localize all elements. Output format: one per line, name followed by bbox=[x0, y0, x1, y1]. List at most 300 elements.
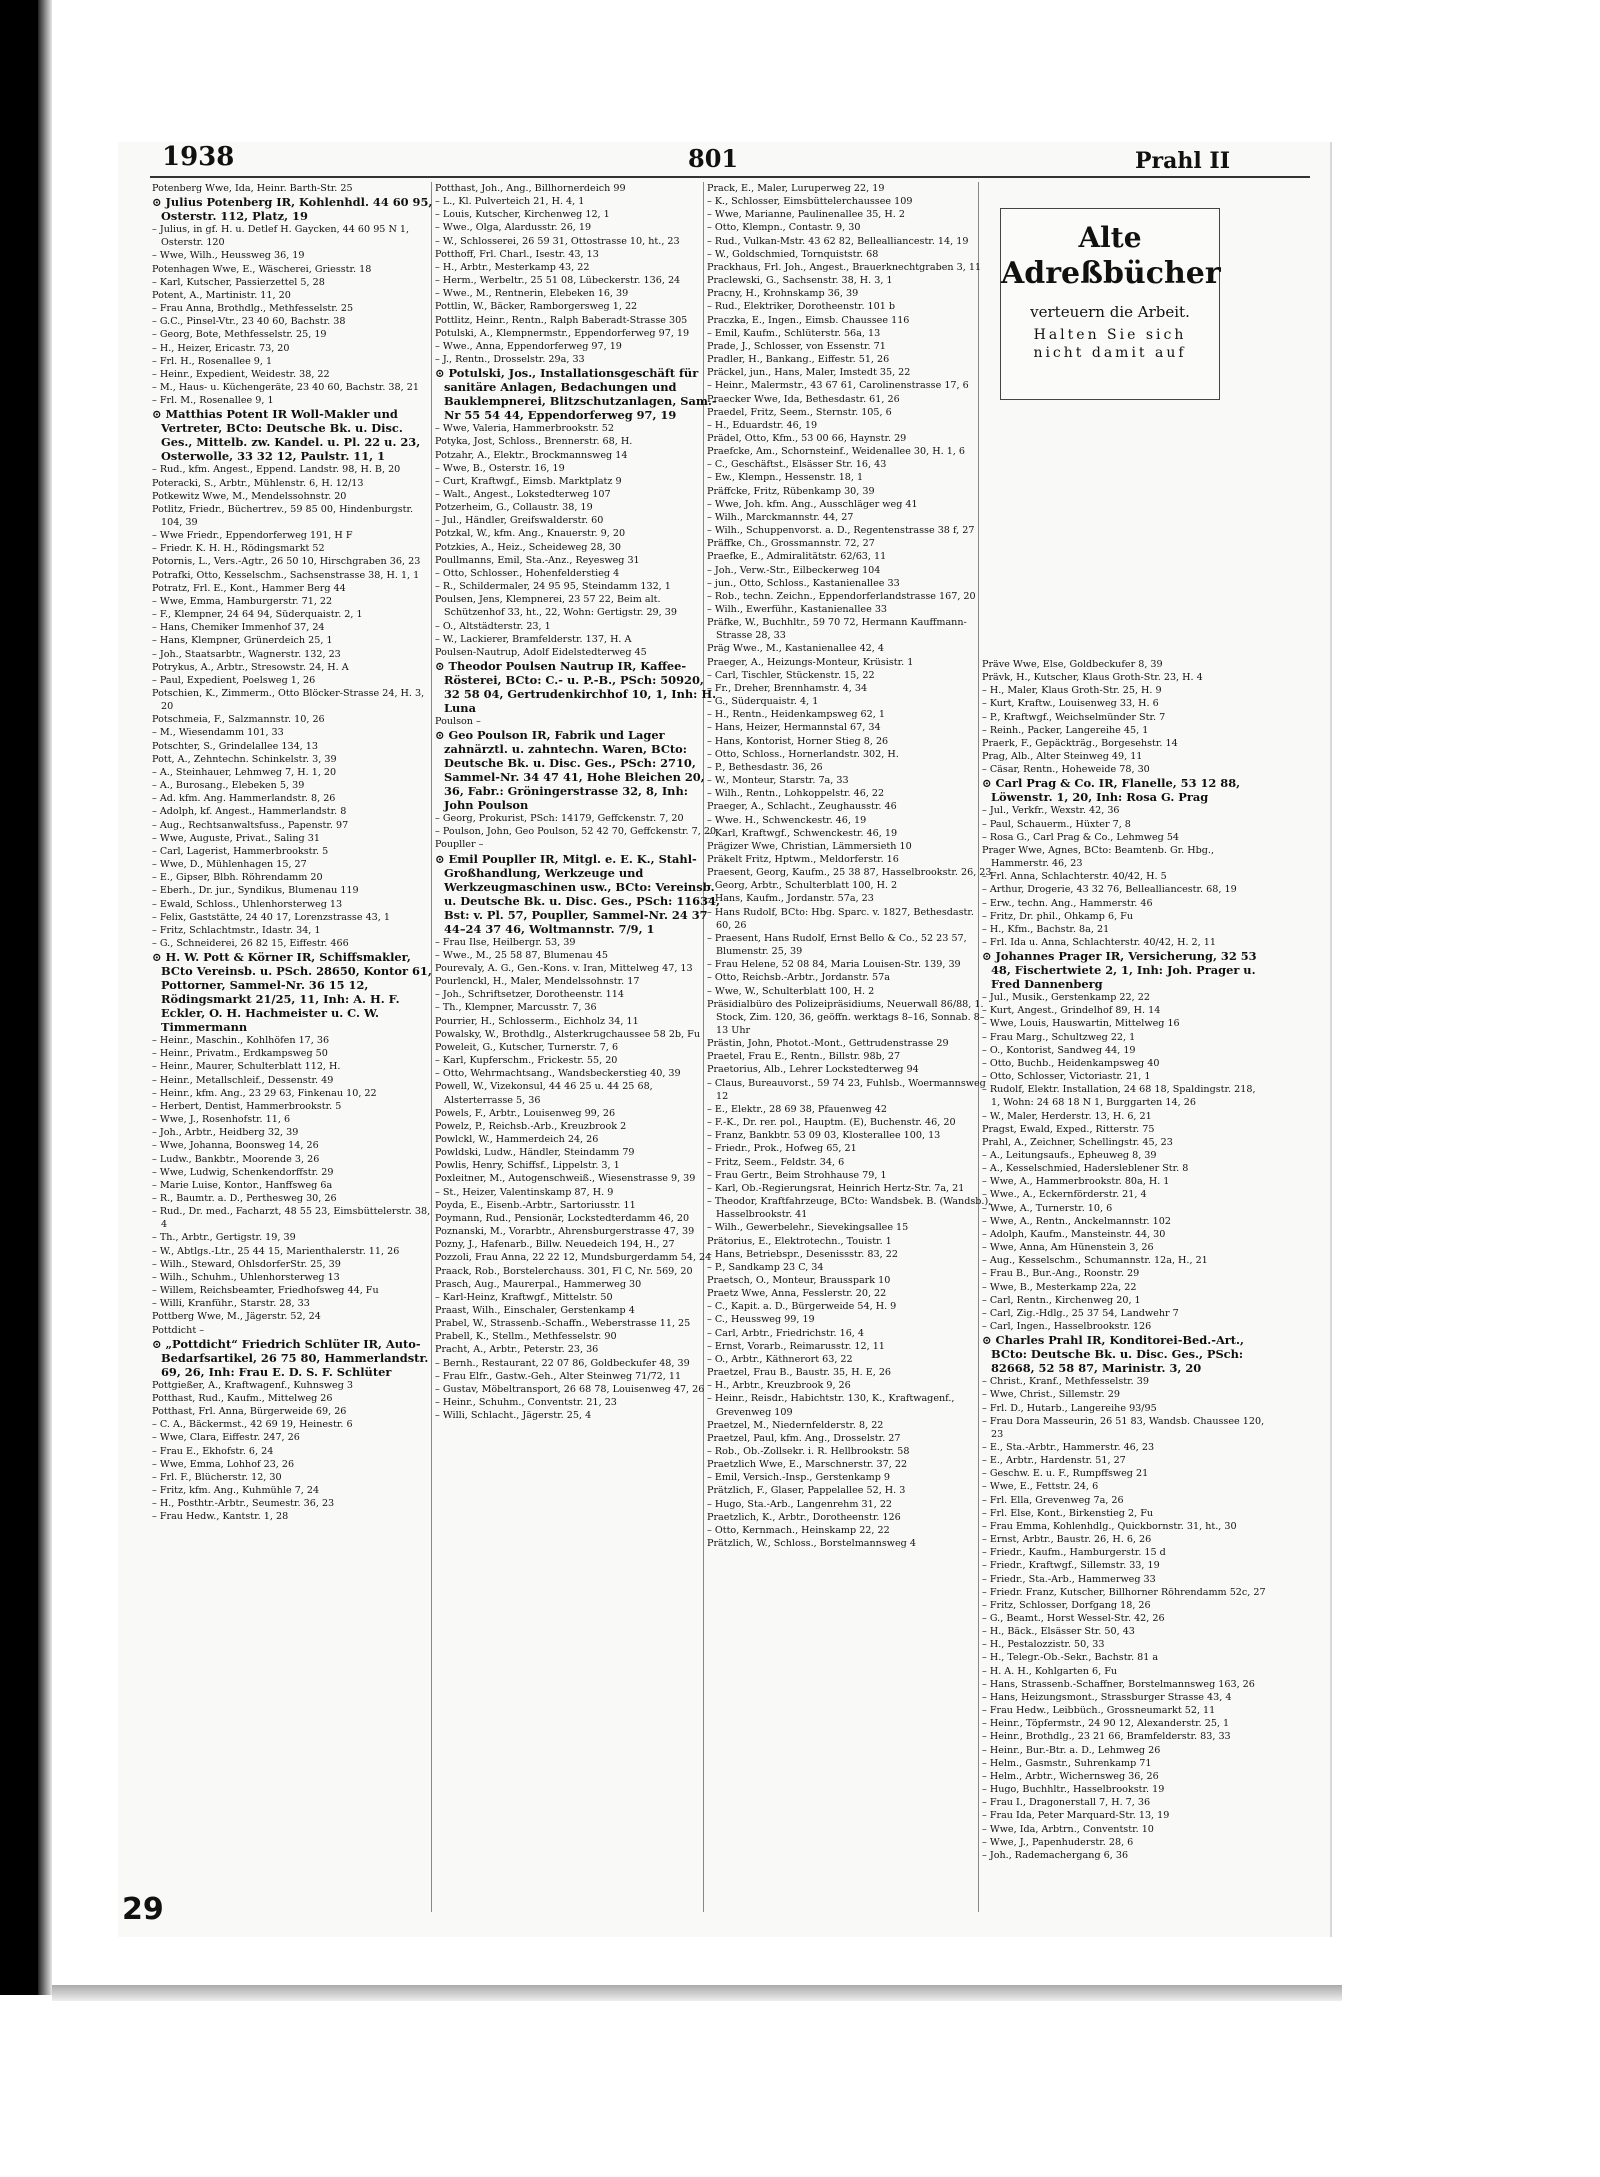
directory-entry: Prahl, A., Zeichner, Schellingstr. 45, 23 bbox=[982, 1136, 1173, 1148]
directory-entry: – Friedr. Franz, Kutscher, Billhorner Röhrendamm 52c, 27 bbox=[982, 1586, 1266, 1598]
directory-entry: Potschien, K., Zimmerm., Otto Blöcker-Strasse 24, H. 3, 20 bbox=[152, 688, 425, 713]
directory-entry: – Claus, Bureauvorst., 59 74 23, Fuhlsb., Woermannsweg 12 bbox=[707, 1077, 986, 1102]
directory-entry: – O., Altstädterstr. 23, 1 bbox=[435, 620, 551, 632]
directory-entry: – Hans, Heizungsmont., Strassburger Strasse 43, 4 bbox=[982, 1691, 1232, 1703]
directory-entry: Potulski, A., Klempnermstr., Eppendorferweg 97, 19 bbox=[435, 327, 690, 339]
directory-entry: Pracht, A., Arbtr., Peterstr. 23, 36 bbox=[435, 1344, 599, 1356]
directory-entry: – Bernh., Restaurant, 22 07 86, Goldbeckufer 48, 39 bbox=[435, 1357, 690, 1369]
directory-entry: – Rob., techn. Zeichn., Eppendorferlandstrasse 167, 20 bbox=[707, 590, 976, 602]
directory-entry: – G., Süderquaistr. 4, 1 bbox=[707, 696, 819, 708]
column-1 bbox=[152, 182, 437, 1523]
ad-line-5: nicht damit auf bbox=[1033, 345, 1187, 361]
directory-entry: – Wwe, Valeria, Hammerbrookstr. 52 bbox=[435, 423, 614, 435]
directory-entry: Präffcke, Fritz, Rübenkamp 30, 39 bbox=[707, 485, 875, 497]
directory-entry: Pottdicht – bbox=[152, 1324, 205, 1336]
directory-entry: – Frl. D., Hutarb., Langereihe 93/95 bbox=[982, 1402, 1157, 1414]
directory-entry: – P., Sandkamp 23 C, 34 bbox=[707, 1261, 824, 1273]
directory-entry: – R., Baumtr. a. D., Perthesweg 30, 26 bbox=[152, 1193, 337, 1204]
directory-entry: ⊙ Potulski, Jos., Installationsgeschäft für sanitäre Anlagen, Bedachungen und Bauklempnerei, Blitzschutzanlagen, Sam.-Nr 55 54 44, Eppendorferweg 97, 19 bbox=[435, 366, 717, 423]
directory-entry: Praetzel, M., Niedernfelderstr. 8, 22 bbox=[707, 1419, 884, 1431]
directory-entry: – Marie Luise, Kontor., Hanffsweg 6a bbox=[152, 1179, 333, 1191]
directory-entry: – Paul, Schauerm., Hüxter 7, 8 bbox=[982, 818, 1131, 830]
directory-entry: – Cäsar, Rentn., Hoheweide 78, 30 bbox=[982, 764, 1150, 776]
directory-entry: – Ludw., Bankbtr., Moorende 3, 26 bbox=[152, 1153, 320, 1165]
directory-entry: Poweleit, G., Kutscher, Turnerstr. 7, 6 bbox=[435, 1041, 619, 1053]
directory-entry: Prade, J., Schlosser, von Essenstr. 71 bbox=[707, 340, 886, 352]
directory-entry: – Frl. Else, Kont., Birkenstieg 2, Fu bbox=[982, 1507, 1154, 1519]
directory-entry: Potzkal, W., kfm. Ang., Knauerstr. 9, 20 bbox=[435, 528, 626, 540]
directory-entry: Poupller – bbox=[435, 839, 484, 851]
directory-entry: – Wwe, Ludwig, Schenkendorffstr. 29 bbox=[152, 1166, 334, 1178]
directory-entry: – Rud., Elektriker, Dorotheenstr. 101 b bbox=[707, 301, 896, 313]
directory-entry: Praesent, Georg, Kaufm., 25 38 87, Hasselbrookstr. 26, 23 bbox=[707, 867, 992, 879]
directory-entry: – Aug., Rechtsanwaltsfuss., Papenstr. 97 bbox=[152, 819, 349, 831]
directory-entry: Praetzel, Paul, kfm. Ang., Drosselstr. 27 bbox=[707, 1432, 901, 1444]
directory-entry: – C., Geschäftst., Elsässer Str. 16, 43 bbox=[707, 459, 887, 471]
directory-entry: – Frau E., Ekhofstr. 6, 24 bbox=[152, 1445, 274, 1457]
directory-entry: – Frau Dora Masseurin, 26 51 83, Wandsb. Chaussee 120, 23 bbox=[982, 1415, 1265, 1440]
directory-entry: – Wwe, D., Mühlenhagen 15, 27 bbox=[152, 859, 307, 871]
directory-entry: – W., Abtlgs.-Ltr., 25 44 15, Marienthalerstr. 11, 26 bbox=[152, 1245, 400, 1257]
directory-entry: – Hans, Kaufm., Jordanstr. 57a, 23 bbox=[707, 893, 874, 905]
directory-entry: Potyka, Jost, Schloss., Brennerstr. 68, H. bbox=[435, 436, 633, 448]
ad-line-2: Adreßbücher bbox=[1001, 256, 1221, 291]
directory-entry: – Herm., Werbeltr., 25 51 08, Lübeckerstr. 136, 24 bbox=[435, 275, 681, 287]
directory-entry: – Heinr., Malermstr., 43 67 61, Carolinenstrasse 17, 6 bbox=[707, 380, 969, 392]
directory-entry: Praetzlich Wwe, E., Marschnerstr. 37, 22 bbox=[707, 1459, 908, 1471]
directory-entry: – Fr., Dreher, Brennhamstr. 4, 34 bbox=[707, 682, 868, 694]
directory-entry: – G., Schneiderei, 26 82 15, Eiffestr. 466 bbox=[152, 937, 349, 949]
directory-entry: Potzerheim, G., Collaustr. 38, 19 bbox=[435, 502, 593, 514]
directory-entry: Potthast, Rud., Kaufm., Mittelweg 26 bbox=[152, 1392, 333, 1404]
directory-entry: – Adolph, Kaufm., Mansteinstr. 44, 30 bbox=[982, 1228, 1166, 1240]
directory-entry: – Carl, Tischler, Stückenstr. 15, 22 bbox=[707, 669, 875, 681]
directory-entry: – Carl, Zig.-Hdlg., 25 37 54, Landwehr 7 bbox=[982, 1307, 1179, 1319]
directory-entry: Powlckl, W., Hammerdeich 24, 26 bbox=[435, 1133, 599, 1145]
directory-entry: – Julius, in gf. H. u. Detlef H. Gaycken, 44 60 95 N 1, Osterstr. 120 bbox=[152, 224, 410, 249]
directory-entry: – H., Rentn., Heidenkampsweg 62, 1 bbox=[707, 709, 885, 721]
directory-entry: – Joh., Rademachergang 6, 36 bbox=[982, 1849, 1129, 1861]
directory-entry: Pott, A., Zehntechn. Schinkelstr. 3, 39 bbox=[152, 753, 337, 765]
directory-entry: Pozny, J., Hafenarb., Billw. Neuedeich 194, H., 27 bbox=[435, 1239, 675, 1251]
directory-entry: – M., Haus- u. Küchengeräte, 23 40 60, Bachstr. 38, 21 bbox=[152, 382, 419, 394]
directory-entry: Pracny, H., Krohnskamp 36, 39 bbox=[707, 288, 859, 300]
directory-entry: – A., Burosang., Elebeken 5, 39 bbox=[152, 780, 305, 792]
directory-entry: – Helm., Arbtr., Wichernsweg 36, 26 bbox=[982, 1770, 1159, 1782]
directory-entry: – Wilh., Schuhm., Uhlenhorsterweg 13 bbox=[152, 1271, 340, 1283]
directory-entry: – Otto, Reichsb.-Arbtr., Jordanstr. 57a bbox=[707, 972, 890, 984]
directory-entry: – Frl. Ella, Grevenweg 7a, 26 bbox=[982, 1494, 1124, 1506]
directory-entry: Präfke, W., Buchhltr., 59 70 72, Hermann Kauffmann-Strasse 28, 33 bbox=[707, 617, 967, 642]
directory-entry: – A., Steinhauer, Lehmweg 7, H. 1, 20 bbox=[152, 766, 337, 778]
directory-entry: – C., Kapit. a. D., Bürgerweide 54, H. 9 bbox=[707, 1301, 897, 1313]
directory-entry: Powalsky, W., Brothdlg., Alsterkrugchaussee 58 2b, Fu bbox=[435, 1028, 700, 1040]
directory-entry: Potenberg Wwe, Ida, Heinr. Barth-Str. 25 bbox=[152, 183, 353, 194]
directory-entry: – H. A. H., Kohlgarten 6, Fu bbox=[982, 1665, 1118, 1677]
directory-entry: – Adolph, kf. Angest., Hammerlandstr. 8 bbox=[152, 806, 347, 818]
directory-entry: – Otto, Klempn., Contastr. 9, 30 bbox=[707, 222, 861, 234]
directory-entry: – Wwe, Joh. kfm. Ang., Ausschläger weg 41 bbox=[707, 498, 918, 510]
directory-entry: Präve Wwe, Else, Goldbeckufer 8, 39 bbox=[982, 659, 1163, 670]
directory-entry: Potratz, Frl. E., Kont., Hammer Berg 44 bbox=[152, 582, 346, 594]
directory-entry: – Frau Hedw., Kantstr. 1, 28 bbox=[152, 1511, 289, 1523]
directory-entry: – Heinr., Brothdlg., 23 21 66, Bramfelderstr. 83, 33 bbox=[982, 1731, 1231, 1743]
year-label: 1938 bbox=[162, 142, 235, 172]
directory-entry: – J., Rentn., Drosselstr. 29a, 33 bbox=[435, 354, 585, 366]
directory-entry: – G., Beamt., Horst Wessel-Str. 42, 26 bbox=[982, 1613, 1165, 1624]
directory-entry: – Jul., Händler, Greifswalderstr. 60 bbox=[435, 515, 604, 527]
directory-entry: – Hans, Kontorist, Horner Stieg 8, 26 bbox=[707, 735, 889, 747]
directory-entry: – H., Maler, Klaus Groth-Str. 25, H. 9 bbox=[982, 685, 1162, 697]
directory-entry: – Rud., Vulkan-Mstr. 43 62 82, Bellealliancestr. 14, 19 bbox=[707, 235, 969, 247]
directory-entry: Präsidialbüro des Polizeipräsidiums, Neuerwall 86/88, 1. Stock, Zim. 120, 36, geöffn. werktags 8–16, Sonnab. 8–13 Uhr bbox=[707, 998, 985, 1036]
directory-entry: – Wilh., Marckmannstr. 44, 27 bbox=[707, 511, 854, 523]
directory-entry: – Wwe., M., Rentnerin, Elebeken 16, 39 bbox=[435, 288, 629, 300]
directory-entry: – Fritz, Dr. phil., Ohkamp 6, Fu bbox=[982, 910, 1133, 922]
directory-entry: – A., Kesselschmied, Hadersleblener Str. 8 bbox=[982, 1163, 1189, 1175]
directory-entry: – Wwe, A., Hammerbrookstr. 80a, H. 1 bbox=[982, 1176, 1170, 1188]
directory-entry: – Frau Ilse, Heilbergr. 53, 39 bbox=[435, 936, 576, 948]
directory-entry: – Friedr., Sta.-Arb., Hammerweg 33 bbox=[982, 1573, 1156, 1585]
ad-line-4: Halten Sie sich bbox=[1033, 327, 1187, 343]
directory-entry: – Arthur, Drogerie, 43 32 76, Bellealliancestr. 68, 19 bbox=[982, 884, 1237, 896]
directory-entry: Prästin, John, Photot.-Mont., Gettrudenstrasse 29 bbox=[707, 1038, 949, 1050]
directory-entry: Praetorius, Alb., Lehrer Lockstedterweg 94 bbox=[707, 1064, 919, 1076]
directory-entry: Pourrier, H., Schlosserm., Eichholz 34, 11 bbox=[435, 1015, 639, 1027]
directory-entry: Powlis, Henry, Schiffsf., Lippelstr. 3, 1 bbox=[435, 1160, 620, 1172]
directory-entry: – Ernst, Arbtr., Baustr. 26, H. 6, 26 bbox=[982, 1534, 1152, 1546]
directory-entry: – Wwe, Johanna, Boonsweg 14, 26 bbox=[152, 1140, 319, 1152]
directory-entry: – Willi, Kranführ., Starstr. 28, 33 bbox=[152, 1298, 310, 1310]
directory-entry: – Joh., Schriftsetzer, Dorotheenstr. 114 bbox=[435, 989, 624, 1001]
directory-entry: – W., Goldschmied, Tornquiststr. 68 bbox=[707, 248, 879, 260]
directory-entry: – Otto, Wehrmachtsang., Wandsbeckerstieg 40, 39 bbox=[435, 1068, 681, 1080]
directory-entry: – A., Leitungsaufs., Epheuweg 8, 39 bbox=[982, 1150, 1157, 1161]
directory-entry: – Wilh., Schuppenvorst. a. D., Regentenstrasse 38 f, 27 bbox=[707, 525, 975, 537]
directory-entry: Pozzoli, Frau Anna, 22 22 12, Mundsburgerdamm 54, 24 bbox=[435, 1252, 712, 1264]
book-gutter bbox=[0, 0, 38, 1995]
directory-entry: – Karl, Kraftwgf., Schwenckestr. 46, 19 bbox=[707, 827, 898, 839]
directory-entry: – Frau I., Dragonerstall 7, H. 7, 36 bbox=[982, 1797, 1151, 1809]
directory-entry: – Friedr., Kraftwgf., Sillemstr. 33, 19 bbox=[982, 1560, 1160, 1572]
directory-entry: – Wwe, B., Mesterkamp 22a, 22 bbox=[982, 1281, 1137, 1293]
directory-entry: – H., Posthtr.-Arbtr., Seumestr. 36, 23 bbox=[152, 1498, 335, 1510]
directory-entry: Praedel, Fritz, Seem., Sternstr. 105, 6 bbox=[707, 406, 892, 418]
directory-entry: – Reinh., Packer, Langereihe 45, 1 bbox=[982, 724, 1149, 736]
directory-entry: Praclewski, G., Sachsenstr. 38, H. 3, 1 bbox=[707, 275, 893, 287]
directory-entry: – Wwe. H., Schwenckestr. 46, 19 bbox=[707, 814, 867, 826]
directory-entry: ⊙ Emil Poupller IR, Mitgl. e. E. K., Stahl-Großhandlung, Werkzeuge und Werkzeugmaschinen usw., BCto: Vereinsb. u. Deutsche Bk. u. Disc. Ges., PSch: 11634, Bst: v. Pl. 57, Poupller, Sammel-Nr. 24 37 44–24 37 46, Woltmannstr. 7/9, 1 bbox=[435, 851, 720, 936]
directory-entry: – Wwe, A., Turnerstr. 10, 6 bbox=[982, 1202, 1113, 1214]
ad-line-1: Alte bbox=[1078, 221, 1142, 254]
directory-entry: – Rob., Ob.-Zollsekr. i. R. Hellbrookstr. 58 bbox=[707, 1446, 910, 1457]
directory-entry: – M., Wiesendamm 101, 33 bbox=[152, 727, 284, 739]
directory-entry: – Hans, Betriebspr., Desenissstr. 83, 22 bbox=[707, 1248, 898, 1260]
directory-entry: Prägizer Wwe, Christian, Lämmersieth 10 bbox=[707, 840, 912, 852]
directory-entry: – Willem, Reichsbeamter, Friedhofsweg 44, Fu bbox=[152, 1285, 379, 1297]
directory-entry: – Wwe, B., Osterstr. 16, 19 bbox=[435, 462, 565, 474]
directory-entry: – Carl, Arbtr., Friedrichstr. 16, 4 bbox=[707, 1327, 865, 1339]
directory-entry: Potschter, S., Grindelallee 134, 13 bbox=[152, 740, 318, 752]
column-2 bbox=[435, 182, 720, 1422]
directory-entry: – Wilh., Steward, OhlsdorferStr. 25, 39 bbox=[152, 1258, 341, 1270]
directory-entry: – Willi, Schlacht., Jägerstr. 25, 4 bbox=[435, 1410, 592, 1422]
directory-entry: – H., Pestalozzistr. 50, 33 bbox=[982, 1639, 1105, 1651]
directory-entry: Potent, A., Martinistr. 11, 20 bbox=[152, 289, 291, 301]
directory-entry: Praetzel, Frau B., Baustr. 35, H. E, 26 bbox=[707, 1367, 892, 1379]
directory-entry: – Rud., Dr. med., Facharzt, 48 55 23, Eimsbüttelerstr. 38, 4 bbox=[152, 1206, 431, 1231]
directory-entry: Präg Wwe., M., Kastanienallee 42, 4 bbox=[707, 643, 884, 655]
directory-entry: Potrykus, A., Arbtr., Stresowstr. 24, H. A bbox=[152, 661, 349, 673]
directory-entry: Potschmeia, F., Salzmannstr. 10, 26 bbox=[152, 714, 325, 726]
directory-entry: Prävk, H., Kutscher, Klaus Groth-Str. 23, H. 4 bbox=[982, 672, 1203, 684]
directory-entry: – Wwe, Auguste, Privat., Saling 31 bbox=[152, 832, 320, 844]
directory-entry: – Wilh., Gewerbelehr., Sievekingsallee 15 bbox=[707, 1222, 909, 1234]
directory-entry: – Wwe, E., Fettstr. 24, 6 bbox=[982, 1481, 1099, 1493]
directory-entry: – Hugo, Sta.-Arb., Langenrehm 31, 22 bbox=[707, 1498, 893, 1510]
directory-entry: – Otto, Buchb., Heidenkampsweg 40 bbox=[982, 1057, 1160, 1069]
directory-entry: Pottlitz, Heinr., Rentn., Ralph Baberadt-Strasse 305 bbox=[435, 314, 688, 326]
directory-entry: ⊙ Geo Poulson IR, Fabrik und Lager zahnärztl. u. zahntechn. Waren, BCto: Deutsche Bk. u. Disc. Ges., PSch: 2710, Sammel-Nr. 34 47 41, Hohe Bleichen 20, 36, Fabr.: Gröningerstrasse 32, 8, Inh: John Poulson bbox=[435, 728, 705, 813]
directory-entry: – Rosa G., Carl Prag & Co., Lehmweg 54 bbox=[982, 831, 1180, 843]
directory-entry: – Heinr., Privatm., Erdkampsweg 50 bbox=[152, 1048, 328, 1060]
directory-entry: – F.-K., Dr. rer. pol., Hauptm. (E), Buchenstr. 46, 20 bbox=[707, 1117, 956, 1129]
directory-entry: – R., Schildermaler, 24 95 95, Steindamm 132, 1 bbox=[435, 581, 671, 593]
directory-entry: Praefcke, Am., Schornsteinf., Weidenallee 30, H. 1, 6 bbox=[707, 446, 966, 458]
directory-entry: – Fritz, kfm. Ang., Kuhmühle 7, 24 bbox=[152, 1484, 320, 1496]
directory-entry: – Joh., Staatsarbtr., Wagnerstr. 132, 23 bbox=[152, 648, 341, 660]
directory-entry: Poulsen-Nautrup, Adolf Eidelstedterweg 45 bbox=[435, 646, 647, 658]
directory-entry: – Friedr., Kaufm., Hamburgerstr. 15 d bbox=[982, 1547, 1166, 1559]
directory-entry: Praecker Wwe, Ida, Bethesdastr. 61, 26 bbox=[707, 393, 900, 405]
directory-entry: – Wwe, Emma, Hamburgerstr. 71, 22 bbox=[152, 595, 333, 607]
directory-entry: ⊙ Johannes Prager IR, Versicherung, 32 53 48, Fischertwiete 2, 1, Inh: Joh. Prager u. Fred Dannenberg bbox=[982, 949, 1257, 992]
directory-entry: Powels, F., Arbtr., Louisenweg 99, 26 bbox=[435, 1107, 616, 1119]
directory-entry: Pourevaly, A. G., Gen.-Kons. v. Iran, Mittelweg 47, 13 bbox=[435, 962, 693, 974]
directory-entry: – Heinr., Reisdr., Habichtstr. 130, K., Kraftwagenf., Grevenweg 109 bbox=[707, 1393, 955, 1418]
page-edge bbox=[52, 1985, 1342, 2001]
directory-entry: – Otto, Schlosser, Victoriastr. 21, 1 bbox=[982, 1071, 1151, 1083]
directory-entry: – Frau Gertr., Beim Strohhause 79, 1 bbox=[707, 1169, 887, 1181]
directory-entry: – Curt, Kraftwgf., Eimsb. Marktplatz 9 bbox=[435, 475, 622, 487]
directory-entry: – H., Eduardstr. 46, 19 bbox=[707, 419, 818, 431]
directory-entry: – Ad. kfm. Ang. Hammerlandstr. 8, 26 bbox=[152, 793, 336, 805]
directory-entry: Präckel, jun., Hans, Maler, Imstedt 35, 22 bbox=[707, 367, 911, 379]
directory-entry: ⊙ Charles Prahl IR, Konditorei-Bed.-Art., BCto: Deutsche Bk. u. Disc. Ges., PSch: 82668, 52 58 87, Marinistr. 3, 20 bbox=[982, 1333, 1244, 1376]
directory-entry: – O., Kontorist, Sandweg 44, 19 bbox=[982, 1044, 1136, 1056]
directory-entry: – Frl. F., Blücherstr. 12, 30 bbox=[152, 1471, 282, 1483]
directory-entry: – Heinr., Maschin., Kohlhöfen 17, 36 bbox=[152, 1035, 330, 1047]
directory-entry: – Otto, Kernmach., Heinskamp 22, 22 bbox=[707, 1524, 890, 1536]
directory-entry: – Frl. Ida u. Anna, Schlachterstr. 40/42, H. 2, 11 bbox=[982, 936, 1216, 948]
directory-entry: Praetzlich, K., Arbtr., Dorotheenstr. 126 bbox=[707, 1511, 901, 1523]
directory-entry: – Wilh., Ewerführ., Kastanienallee 33 bbox=[707, 604, 888, 615]
directory-entry: – Frau Elfr., Gastw.-Geh., Alter Steinweg 71/72, 11 bbox=[435, 1370, 682, 1382]
directory-entry: – Frau Marg., Schultzweg 22, 1 bbox=[982, 1031, 1136, 1043]
directory-entry: Prädel, Otto, Kfm., 53 00 66, Haynstr. 29 bbox=[707, 432, 907, 444]
sheet-number: 29 bbox=[122, 1892, 164, 1927]
column-3 bbox=[707, 182, 992, 1550]
directory-entry: – Otto, Schloss., Hornerlandstr. 302, H. bbox=[707, 748, 899, 760]
directory-entry: Potrafki, Otto, Kesselschm., Sachsenstrasse 38, H. 1, 1 bbox=[152, 569, 420, 581]
directory-entry: – L., Kl. Pulverteich 21, H. 4, 1 bbox=[435, 196, 585, 208]
directory-entry: – Fritz, Schlachtmstr., Idastr. 34, 1 bbox=[152, 924, 321, 936]
directory-entry: – P., Kraftwgf., Weichselmünder Str. 7 bbox=[982, 711, 1166, 723]
directory-entry: – Geschw. E. u. F., Rumpffsweg 21 bbox=[982, 1468, 1149, 1480]
directory-entry: – Carl, Rentn., Kirchenweg 20, 1 bbox=[982, 1294, 1141, 1306]
directory-entry: Präkelt Fritz, Hptwm., Meldorferstr. 16 bbox=[707, 853, 899, 865]
directory-entry: Poullmanns, Emil, Sta.-Anz., Reyesweg 31 bbox=[435, 554, 640, 566]
directory-entry: Powldski, Ludw., Händler, Steindamm 79 bbox=[435, 1147, 635, 1159]
directory-entry: Poteracki, S., Arbtr., Mühlenstr. 6, H. 12/13 bbox=[152, 477, 364, 489]
directory-entry: – Frau Helene, 52 08 84, Maria Louisen-Str. 139, 39 bbox=[707, 959, 961, 971]
directory-entry: – O., Arbtr., Käthnerort 63, 22 bbox=[707, 1353, 853, 1365]
directory-entry: – Wwe., A., Eckernförderstr. 21, 4 bbox=[982, 1189, 1147, 1201]
directory-entry: Poulson – bbox=[435, 716, 481, 727]
directory-entry: – Wwe, Louis, Hauswartin, Mittelweg 16 bbox=[982, 1018, 1180, 1030]
directory-entry: – Gustav, Möbeltransport, 26 68 78, Louisenweg 47, 26 bbox=[435, 1383, 705, 1395]
directory-entry: Praast, Wilh., Einschaler, Gerstenkamp 4 bbox=[435, 1305, 635, 1316]
directory-entry: Prabel, W., Strassenb.-Schaffn., Weberstrasse 11, 25 bbox=[435, 1318, 691, 1330]
directory-entry: – Frau Ida, Peter Marquard-Str. 13, 19 bbox=[982, 1810, 1170, 1822]
directory-entry: Potlitz, Friedr., Büchertrev., 59 85 00, Hindenburgstr. 104, 39 bbox=[152, 503, 414, 528]
directory-entry: Pragst, Ewald, Exped., Ritterstr. 75 bbox=[982, 1123, 1155, 1135]
directory-entry: Powell, W., Vizekonsul, 44 46 25 u. 44 25 68, Alsterterrasse 5, 36 bbox=[435, 1081, 653, 1106]
directory-entry: Prag, Alb., Alter Steinweg 49, 11 bbox=[982, 751, 1143, 763]
directory-entry: – Emil, Versich.-Insp., Gerstenkamp 9 bbox=[707, 1472, 890, 1484]
directory-entry: Potenhagen Wwe, E., Wäscherei, Griesstr. 18 bbox=[152, 263, 372, 275]
directory-entry: – Carl, Ingen., Hasselbrookstr. 126 bbox=[982, 1321, 1152, 1333]
directory-entry: – Louis, Kutscher, Kirchenweg 12, 1 bbox=[435, 209, 610, 221]
ad-line-3: verteuern die Arbeit. bbox=[1030, 303, 1190, 321]
directory-entry: Poymann, Rud., Pensionär, Lockstedterdamm 46, 20 bbox=[435, 1212, 690, 1224]
directory-entry: – Hans, Klempner, Grünerdeich 25, 1 bbox=[152, 635, 333, 647]
directory-entry: – Wwe, J., Rosenhofstr. 11, 6 bbox=[152, 1114, 291, 1126]
directory-entry: – Ewald, Schloss., Uhlenhorsterweg 13 bbox=[152, 898, 343, 910]
directory-entry: – Jul., Musik., Gerstenkamp 22, 22 bbox=[982, 992, 1150, 1004]
directory-entry: – Wwe., Anna, Eppendorferweg 97, 19 bbox=[435, 340, 622, 352]
directory-entry: – Eberh., Dr. jur., Syndikus, Blumenau 119 bbox=[152, 885, 359, 897]
directory-entry: – H., Heizer, Ericastr. 73, 20 bbox=[152, 342, 290, 354]
directory-entry: Prätzlich, F., Glaser, Pappelallee 52, H. 3 bbox=[707, 1485, 906, 1497]
directory-entry: Potornis, L., Vers.-Agtr., 26 50 10, Hirschgraben 36, 23 bbox=[152, 556, 421, 568]
directory-entry: – Karl-Heinz, Kraftwgf., Mittelstr. 50 bbox=[435, 1291, 613, 1303]
directory-entry: – Hans, Chemiker Immenhof 37, 24 bbox=[152, 622, 325, 634]
directory-entry: Praerk, F., Gepäckträg., Borgesehstr. 14 bbox=[982, 737, 1178, 749]
directory-entry: Poulsen, Jens, Klempnerei, 23 57 22, Beim alt. Schützenhof 33, ht., 22, Wohn: Gertigstr. 29, 39 bbox=[435, 594, 677, 619]
directory-entry: – W., Monteur, Starstr. 7a, 33 bbox=[707, 775, 849, 787]
directory-entry: – Frl. Anna, Schlachterstr. 40/42, H. 5 bbox=[982, 871, 1167, 883]
directory-entry: – Wwe., Olga, Alardusstr. 26, 19 bbox=[435, 222, 592, 234]
directory-entry: Prätzlich, W., Schloss., Borstelmannsweg 4 bbox=[707, 1538, 916, 1550]
directory-entry: – Wwe, W., Schulterblatt 100, H. 2 bbox=[707, 985, 875, 997]
directory-entry: Prager Wwe, Agnes, BCto: Beamtenb. Gr. Hbg., Hammerstr. 46, 23 bbox=[982, 844, 1215, 870]
directory-entry: – Hans Rudolf, BCto: Hbg. Sparc. v. 1827, Bethesdastr. 60, 26 bbox=[707, 906, 974, 931]
directory-entry: – Christ., Kranf., Methfesselstr. 39 bbox=[982, 1376, 1149, 1388]
directory-entry: – Th., Klempner, Marcusstr. 7, 36 bbox=[435, 1002, 597, 1014]
directory-entry: – Helm., Gasmstr., Suhrenkamp 71 bbox=[982, 1757, 1152, 1769]
directory-entry: – Heinr., Maurer, Schulterblatt 112, H. bbox=[152, 1061, 341, 1073]
directory-entry: – Wwe, Marianne, Paulinenallee 35, H. 2 bbox=[707, 209, 905, 221]
directory-entry: – Joh., Arbtr., Heidberg 32, 39 bbox=[152, 1127, 299, 1139]
directory-entry: – Emil, Kaufm., Schlüterstr. 56a, 13 bbox=[707, 327, 881, 339]
directory-entry: – Heinr., Töpfermstr., 24 90 12, Alexanderstr. 25, 1 bbox=[982, 1718, 1230, 1730]
directory-entry: Prätorius, E., Elektrotechn., Touistr. 1 bbox=[707, 1235, 892, 1247]
running-head: Prahl II bbox=[1135, 148, 1230, 174]
directory-entry: – C., Heussweg 99, 19 bbox=[707, 1314, 815, 1326]
directory-entry: – Fritz, Seem., Feldstr. 34, 6 bbox=[707, 1156, 845, 1168]
directory-entry: – Wwe., M., 25 58 87, Blumenau 45 bbox=[435, 949, 608, 961]
directory-entry: – Heinr., Schuhm., Conventstr. 21, 23 bbox=[435, 1397, 617, 1409]
directory-entry: – F., Klempner, 24 64 94, Süderquaistr. 2, 1 bbox=[152, 609, 363, 621]
directory-entry: – W., Schlosserei, 26 59 31, Ottostrasse 10, ht., 23 bbox=[435, 235, 680, 247]
directory-entry: Pottberg Wwe, M., Jägerstr. 52, 24 bbox=[152, 1311, 321, 1323]
directory-entry: – W., Maler, Herderstr. 13, H. 6, 21 bbox=[982, 1110, 1152, 1122]
directory-entry: – Ew., Klempn., Hessenstr. 18, 1 bbox=[707, 472, 864, 484]
directory-entry: – Walt., Angest., Lokstedterweg 107 bbox=[435, 488, 611, 500]
directory-entry: Prasch, Aug., Maurerpal., Hammerweg 30 bbox=[435, 1278, 642, 1290]
directory-entry: – Ernst, Vorarb., Reimarusstr. 12, 11 bbox=[707, 1340, 885, 1352]
directory-entry: Praack, Rob., Borstelerchauss. 301, Fl C, Nr. 569, 20 bbox=[435, 1265, 693, 1277]
directory-entry: Poznanski, M., Vorarbtr., Ahrensburgerstrasse 47, 39 bbox=[435, 1226, 695, 1238]
advertisement-box bbox=[1000, 208, 1220, 400]
directory-entry: – Georg, Bote, Methfesselstr. 25, 19 bbox=[152, 329, 327, 341]
directory-entry: – Georg, Arbtr., Schulterblatt 100, H. 2 bbox=[707, 880, 898, 892]
directory-entry: – Karl, Kutscher, Passierzettel 5, 28 bbox=[152, 276, 325, 288]
directory-entry: – Wwe, Clara, Eiffestr. 247, 26 bbox=[152, 1432, 300, 1444]
directory-entry: – Heinr., kfm. Ang., 23 29 63, Finkenau 10, 22 bbox=[152, 1087, 377, 1099]
directory-entry: Potzahr, A., Elektr., Brockmannsweg 14 bbox=[435, 449, 628, 461]
directory-entry: – Karl, Kupferschm., Frickestr. 55, 20 bbox=[435, 1055, 618, 1067]
directory-entry: – Heinr., Bur.-Btr. a. D., Lehmweg 26 bbox=[982, 1744, 1161, 1756]
directory-entry: – P., Bethesdastr. 36, 26 bbox=[707, 761, 823, 773]
directory-entry: – Frau Anna, Brothdlg., Methfesselstr. 25 bbox=[152, 303, 354, 315]
directory-entry: – Kurt, Kraftw., Louisenweg 33, H. 6 bbox=[982, 698, 1159, 710]
directory-entry: Praefke, E., Admiralitätstr. 62/63, 11 bbox=[707, 551, 887, 563]
directory-entry: Poyda, E., Eisenb.-Arbtr., Sartoriusstr. 11 bbox=[435, 1199, 636, 1211]
directory-entry: Praczka, E., Ingen., Eimsb. Chaussee 116 bbox=[707, 314, 910, 326]
directory-entry: – Jul., Verkfr., Wexstr. 42, 36 bbox=[982, 805, 1120, 817]
directory-entry: – H., Arbtr., Mesterkamp 43, 22 bbox=[435, 261, 590, 273]
directory-entry: – E., Arbtr., Hardenstr. 51, 27 bbox=[982, 1455, 1126, 1467]
directory-entry: Praeger, A., Heizungs-Monteur, Krüsistr. 1 bbox=[707, 656, 914, 668]
directory-entry: – W., Lackierer, Bramfelderstr. 137, H. A bbox=[435, 633, 632, 645]
directory-entry: Praeger, A., Schlacht., Zeughausstr. 46 bbox=[707, 801, 897, 813]
directory-entry: – Rud., kfm. Angest., Eppend. Landstr. 98, H. B, 20 bbox=[152, 464, 401, 476]
directory-entry: – Frau Hedw., Leibbüch., Grossneumarkt 52, 11 bbox=[982, 1705, 1216, 1717]
directory-entry: – Wwe, Wilh., Heussweg 36, 19 bbox=[152, 250, 305, 262]
directory-entry: – Th., Arbtr., Gertigstr. 19, 39 bbox=[152, 1232, 296, 1244]
directory-entry: – Joh., Verw.-Str., Eilbeckerweg 104 bbox=[707, 564, 881, 576]
directory-entry: – Rudolf, Elektr. Installation, 24 68 18, Spaldingstr. 218, 1, Wohn: 24 68 18 N 1, Burggarten 14, 26 bbox=[982, 1084, 1256, 1109]
directory-entry: Powelz, P., Reichsb.-Arb., Kreuzbrook 2 bbox=[435, 1120, 627, 1132]
directory-entry: ⊙ Theodor Poulsen Nautrup IR, Kaffee-Rösterei, BCto: C.- u. P.-B., PSch: 50920, 32 58 04, Gertrudenkirchhof 10, 1, Inh: H. Luna bbox=[435, 659, 717, 715]
directory-entry: – Wwe, Anna, Am Hünenstein 3, 26 bbox=[982, 1242, 1154, 1254]
directory-entry: – Wwe, Emma, Lohhof 23, 26 bbox=[152, 1458, 295, 1470]
directory-entry: – Wwe Friedr., Eppendorferweg 191, H F bbox=[152, 530, 353, 542]
directory-entry: – St., Heizer, Valentinskamp 87, H. 9 bbox=[435, 1186, 614, 1198]
directory-entry: – jun., Otto, Schloss., Kastanienallee 33 bbox=[707, 577, 900, 589]
directory-entry: – Heinr., Metallschleif., Dessenstr. 49 bbox=[152, 1074, 334, 1086]
directory-entry: – Frl. M., Rosenallee 9, 1 bbox=[152, 395, 274, 407]
directory-entry: – Fritz, Schlosser, Dorfgang 18, 26 bbox=[982, 1599, 1151, 1611]
directory-entry: ⊙ „Pottdicht“ Friedrich Schlüter IR, Auto-Bedarfsartikel, 26 75 80, Hammerlandstr. 69, 26, Inh: Frau E. D. S. F. Schlüter bbox=[152, 1336, 429, 1379]
directory-entry: – Hans, Heizer, Hermannstal 67, 34 bbox=[707, 722, 881, 734]
directory-entry: – Heinr., Expedient, Weidestr. 38, 22 bbox=[152, 368, 330, 380]
directory-entry: – Franz, Bankbtr. 53 09 03, Klosterallee 100, 13 bbox=[707, 1130, 941, 1142]
directory-entry: Potthoff, Frl. Charl., Isestr. 43, 13 bbox=[435, 248, 599, 260]
directory-entry: – H., Arbtr., Kreuzbrook 9, 26 bbox=[707, 1380, 851, 1392]
